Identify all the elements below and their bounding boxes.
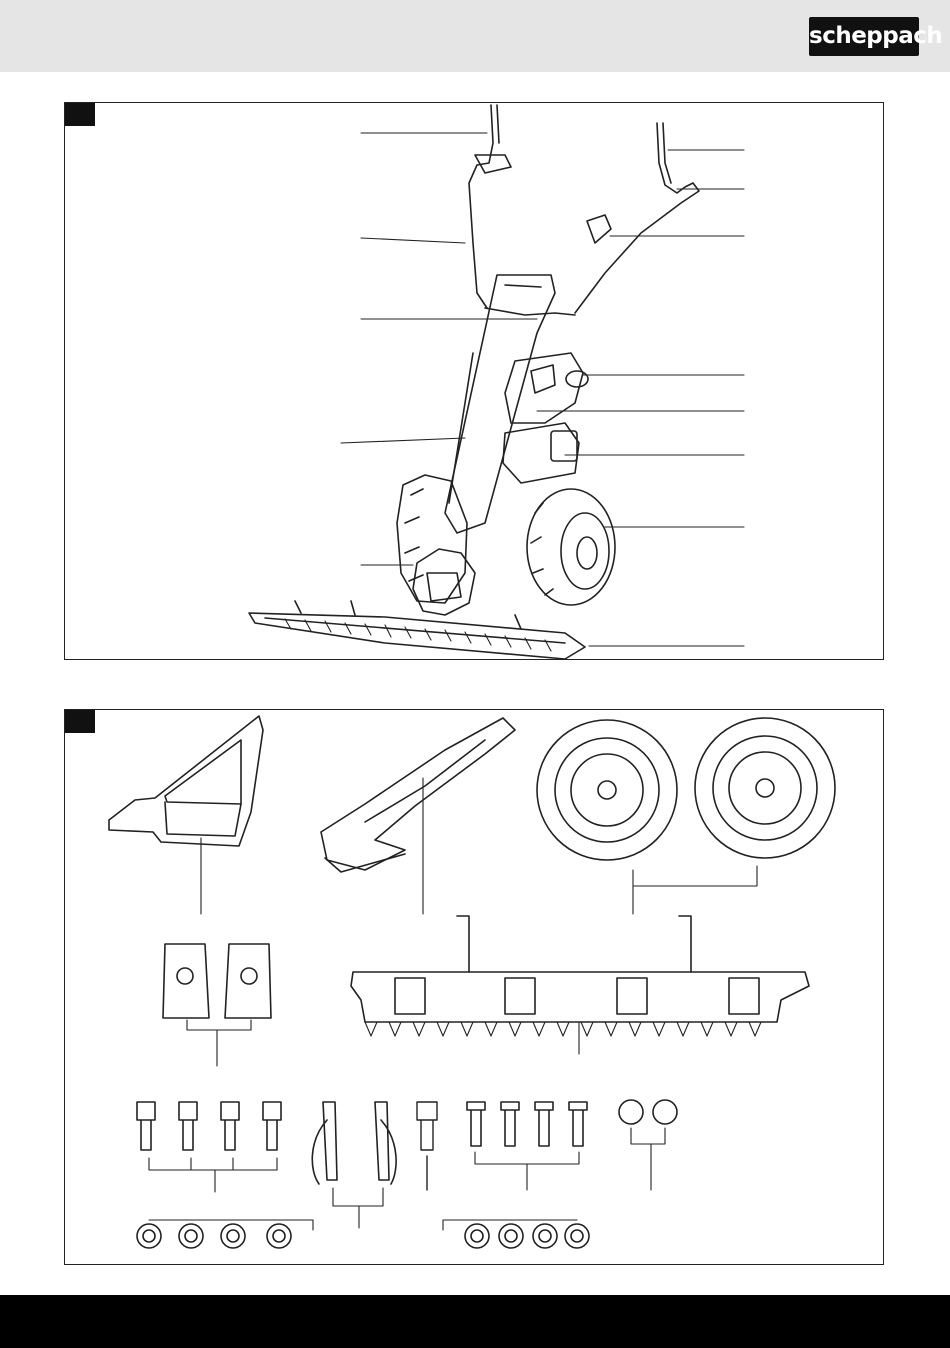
nuts-right: [443, 1220, 589, 1248]
nuts-left: [137, 1220, 313, 1248]
figure-1-panel: [64, 102, 884, 660]
leader-lines-right: [537, 150, 744, 646]
brand-logo: scheppach: [809, 17, 919, 56]
figure-2-panel: [64, 709, 884, 1265]
leader-lines-left: [341, 133, 537, 565]
machine-illustration: [65, 103, 885, 661]
hex-bolts: [137, 1102, 281, 1192]
footer-bar: [0, 1295, 950, 1348]
header-bar: [0, 0, 950, 72]
parts-illustration: [65, 710, 885, 1266]
